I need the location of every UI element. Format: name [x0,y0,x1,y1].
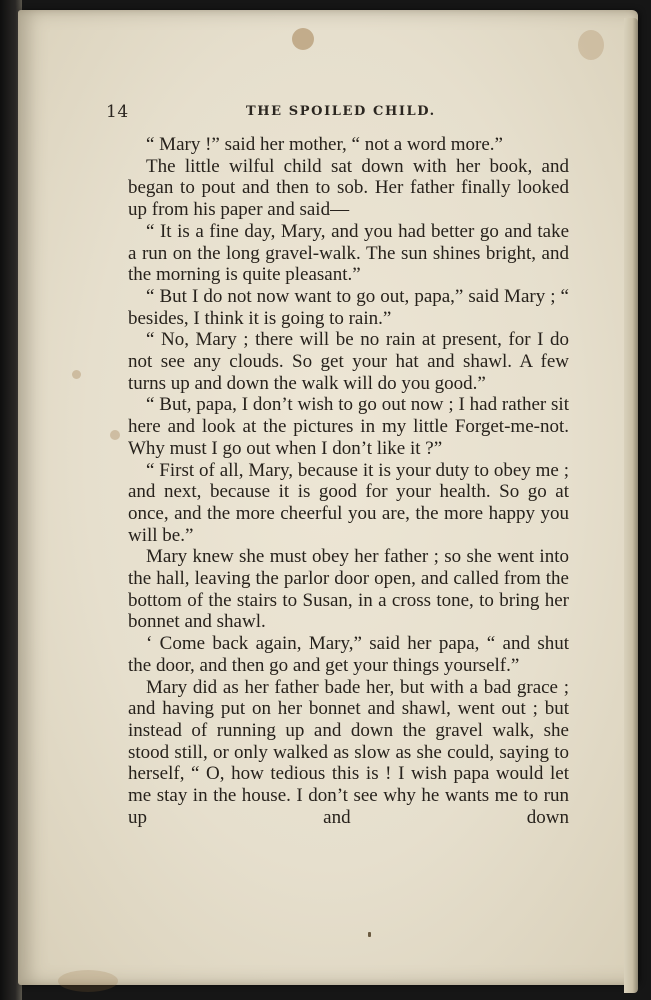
foxing-spot [72,370,81,379]
paragraph-5: “ No, Mary ; there will be no rain at present, for I do not see any clouds. So get your hat and shawl. A few turns up and down the walk will do you good.” [128,329,569,394]
fold-mark [368,932,371,937]
paragraph-7: “ First of all, Mary, because it is your duty to obey me ; and next, because it is good for your health. So go at once, and the more cheerful you are, the more happy you will be.” [128,459,569,546]
paragraph-1: “ Mary !” said her mother, “ not a word more.” [146,134,503,155]
body-text [128,134,569,829]
paragraph-2: The little wilful child sat down with her book, and began to pout and then to sob. Her father finally looked up from his paper and said— [128,155,569,221]
paragraph-8: Mary knew she must obey her father ; so she went into the hall, leaving the parlor door open, and called from the bottom of the stairs to Susan, in a cross tone, to bring her bonnet and shawl. [128,546,569,633]
paragraph-9: ‘ Come back again, Mary,” said her papa, “ and shut the door, and then go and get your things yourself.” [128,633,569,676]
foxing-spot [292,28,314,50]
page-edge [624,18,638,993]
running-head [106,102,568,124]
paragraph-3: “ It is a fine day, Mary, and you had better go and take a run on the long gravel-walk. The sun shines bright, and the morning is quite pleasant.” [128,220,569,286]
foxing-spot [58,970,118,992]
book-page [18,10,638,985]
running-title: THE SPOILED CHILD. [246,104,436,119]
paragraph-6: “ But, papa, I don’t wish to go out now ; I had rather sit here and look at the pictures in my little Forget-me-not. Why must I go out when I don’t like it ?” [128,394,569,459]
page-number: 14 [106,102,129,122]
foxing-spot [578,30,604,60]
paragraph-4: “ But I do not now want to go out, papa,” said Mary ; “ besides, I think it is going to rain.” [128,285,569,329]
foxing-spot [110,430,120,440]
paragraph-10: Mary did as her father bade her, but with a bad grace ; and having put on her bonnet and shawl, went out ; but instead of running up and down the gravel walk, she stood still, or only walked as slow as she could, saying to herself, “ O, how tedious this is ! I wish papa would let me stay in the house. I don’t see why he wants me to run up and down [128,676,569,828]
